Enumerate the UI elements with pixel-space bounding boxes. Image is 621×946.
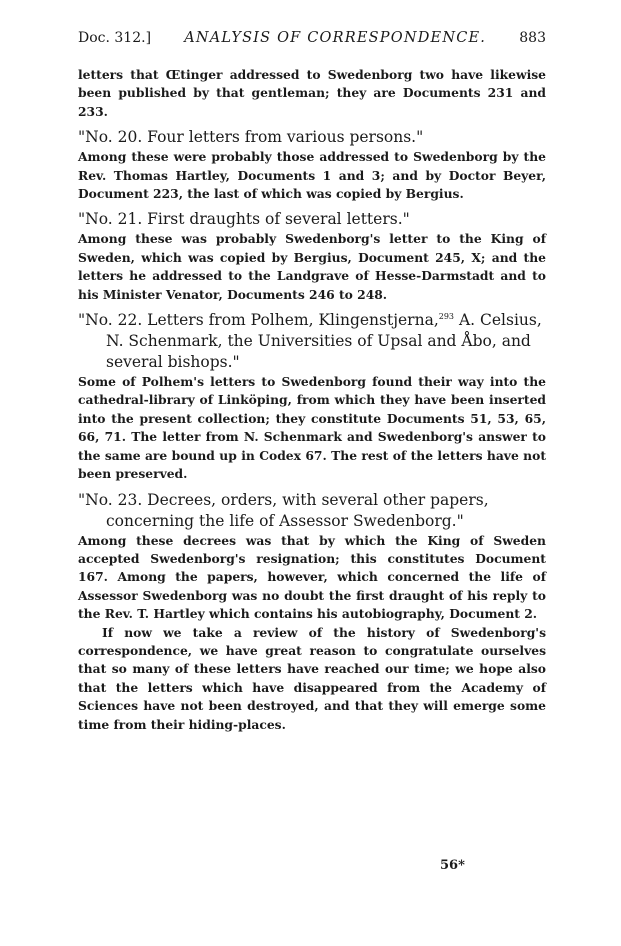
heading-no-23: "No. 23. Decrees, orders, with several other papers, concerning the life of Assessor Swedenborg."	[78, 490, 489, 530]
heading-no-22	[78, 310, 546, 373]
paragraph-no-23: Among these decrees was that by which the King of Sweden accepted Swedenborg's resignation; this constitutes Document 167. Among the papers, however, which concerned the life of Assessor Swedenborg was no doubt the first draught of his reply to the Rev. T. Hartley which contains his autobiography, Document 2.	[78, 532, 546, 622]
page-number: 883	[519, 30, 546, 46]
signature-mark: 56*	[440, 858, 465, 873]
paragraph-no-20: Among these were probably those addressed to Swedenborg by the Rev. Thomas Hartley, Documents 1 and 3; and by Doctor Beyer, Document 223, the last of which was copied by Bergius.	[78, 149, 546, 202]
footnote-ref-293: 293	[438, 311, 455, 321]
closing-paragraph: If now we take a review of the history of Swedenborg's correspondence, we have great reason to congratulate ourselves that so many of these letters have reached our time; we hope also that the letters which have disappeared from the Academy of Sciences have not been destroyed, and that they will emerge some time from their hiding-places.	[78, 624, 546, 732]
doc-reference: Doc. 312.]	[78, 30, 152, 46]
paragraph-no-21: Among these was probably Swedenborg's letter to the King of Sweden, which was copied by Bergius, Document 245, X; and the letters he addressed to the Landgrave of Hesse-Darmstadt and to his Minister Venator, Documents 246 to 248.	[78, 231, 546, 302]
heading-no-21: "No. 21. First draughts of several letters."	[78, 210, 410, 229]
paragraph-no-22: Some of Polhem's letters to Swedenborg found their way into the cathedral-library of Linköping, from which they have been inserted into the present collection; they constitute Documents 51, 53, 65, 66, 71. The letter from N. Schenmark and Swedenborg's answer to the same are bound up in Codex 67. The rest of the letters have not been preserved.	[78, 374, 546, 482]
intro-paragraph: letters that Œtinger addressed to Swedenborg two have likewise been published by that gentleman; they are Documents 231 and 233.	[78, 67, 546, 119]
running-title: ANALYSIS OF CORRESPONDENCE.	[184, 30, 487, 46]
running-header	[78, 30, 546, 56]
heading-no-22-continued: A. Celsius, N. Schenmark, the Universities of Upsal and Åbo, and several bishops."	[106, 311, 542, 372]
heading-no-20: "No. 20. Four letters from various persons."	[78, 128, 424, 147]
document-page	[78, 30, 546, 734]
heading-no-22-text: "No. 22. Letters from Polhem, Klingenstjerna,	[78, 311, 439, 330]
